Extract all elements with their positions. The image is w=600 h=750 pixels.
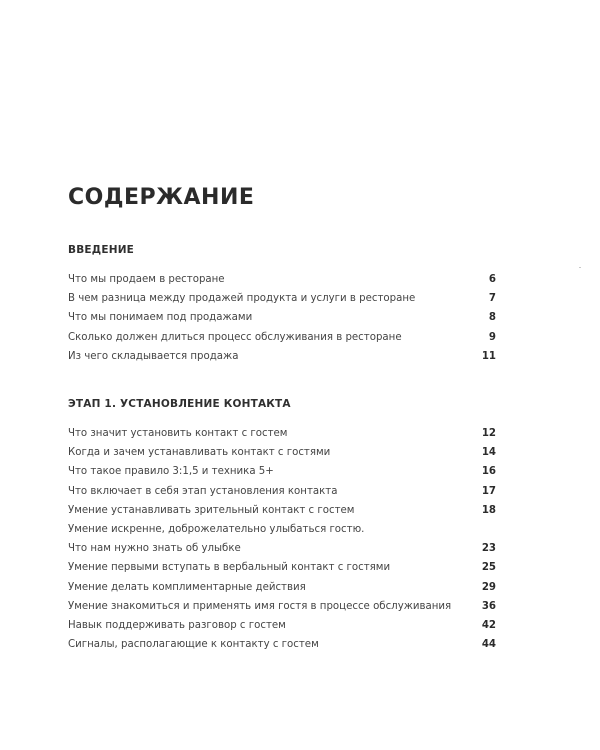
toc-entry xyxy=(68,328,496,347)
toc-entry-page: 18 xyxy=(481,504,496,516)
toc-entry xyxy=(68,539,496,558)
toc-list-stage-1 xyxy=(68,424,496,654)
section-heading-introduction: ВВЕДЕНИЕ xyxy=(68,244,135,256)
toc-entry xyxy=(68,347,496,366)
toc-entry-title: Из чего складывается продажа xyxy=(68,350,239,362)
toc-entry-title: Умение первыми вступать в вербальный контакт с гостями xyxy=(68,562,391,574)
toc-entry-page: 17 xyxy=(481,485,496,497)
toc-entry-title: Что включает в себя этап установления контакта xyxy=(68,485,338,497)
toc-entry-title: Умение знакомиться и применять имя гостя в процессе обслуживания xyxy=(68,600,452,612)
toc-entry xyxy=(68,462,496,481)
scan-speck xyxy=(579,267,581,268)
toc-entry-page: 9 xyxy=(488,331,496,343)
toc-entry xyxy=(68,501,496,520)
toc-entry xyxy=(68,308,496,327)
toc-entry-title: Что нам нужно знать об улыбке xyxy=(68,543,241,555)
toc-entry xyxy=(68,270,496,289)
toc-entry-page: 14 xyxy=(481,447,496,459)
toc-entry-page: 36 xyxy=(481,600,496,612)
toc-entry-page: 29 xyxy=(481,581,496,593)
toc-entry xyxy=(68,424,496,443)
toc-entry-page: 44 xyxy=(481,639,496,651)
toc-entry-page: 16 xyxy=(481,466,496,478)
toc-entry xyxy=(68,289,496,308)
toc-entry-title: Что мы понимаем под продажами xyxy=(68,312,253,324)
toc-entry-page: 25 xyxy=(481,562,496,574)
toc-entry-title: Что мы продаем в ресторане xyxy=(68,274,225,285)
toc-entry-title: В чем разница между продажей продукта и услуги в ресторане xyxy=(68,293,416,305)
toc-entry-page: 7 xyxy=(488,293,496,305)
toc-entry-title: Умение искренне, доброжелательно улыбаться гостю. xyxy=(68,523,365,535)
toc-entry-page: 11 xyxy=(481,350,496,362)
toc-entry xyxy=(68,616,496,635)
toc-entry-title: Навык поддерживать разговор с гостем xyxy=(68,619,286,631)
toc-entry xyxy=(68,558,496,577)
toc-entry-page: 12 xyxy=(481,428,496,439)
toc-entry-page: 6 xyxy=(488,274,496,285)
toc-entry-page: 42 xyxy=(481,619,496,631)
toc-entry xyxy=(68,635,496,654)
toc-entry xyxy=(68,443,496,462)
toc-entry-title: Когда и зачем устанавливать контакт с гостями xyxy=(68,447,331,459)
page-title: СОДЕРЖАНИЕ xyxy=(68,185,255,210)
toc-entry xyxy=(68,597,496,616)
toc-entry-title: Умение делать комплиментарные действия xyxy=(68,581,306,593)
toc-entry-page: 23 xyxy=(481,543,496,555)
toc-entry-title: Сколько должен длиться процесс обслуживания в ресторане xyxy=(68,331,402,343)
toc-list-introduction xyxy=(68,270,496,366)
toc-entry-title: Умение устанавливать зрительный контакт с гостем xyxy=(68,504,355,516)
toc-entry-title: Что такое правило 3:1,5 и техника 5+ xyxy=(68,466,274,478)
toc-entry-page: 8 xyxy=(488,312,496,324)
toc-entry xyxy=(68,578,496,597)
section-heading-stage-1: ЭТАП 1. УСТАНОВЛЕНИЕ КОНТАКТА xyxy=(68,398,291,410)
toc-entry xyxy=(68,520,496,539)
toc-entry xyxy=(68,482,496,501)
toc-entry-title: Сигналы, располагающие к контакту с гостем xyxy=(68,639,319,651)
toc-entry-title: Что значит установить контакт с гостем xyxy=(68,428,288,439)
